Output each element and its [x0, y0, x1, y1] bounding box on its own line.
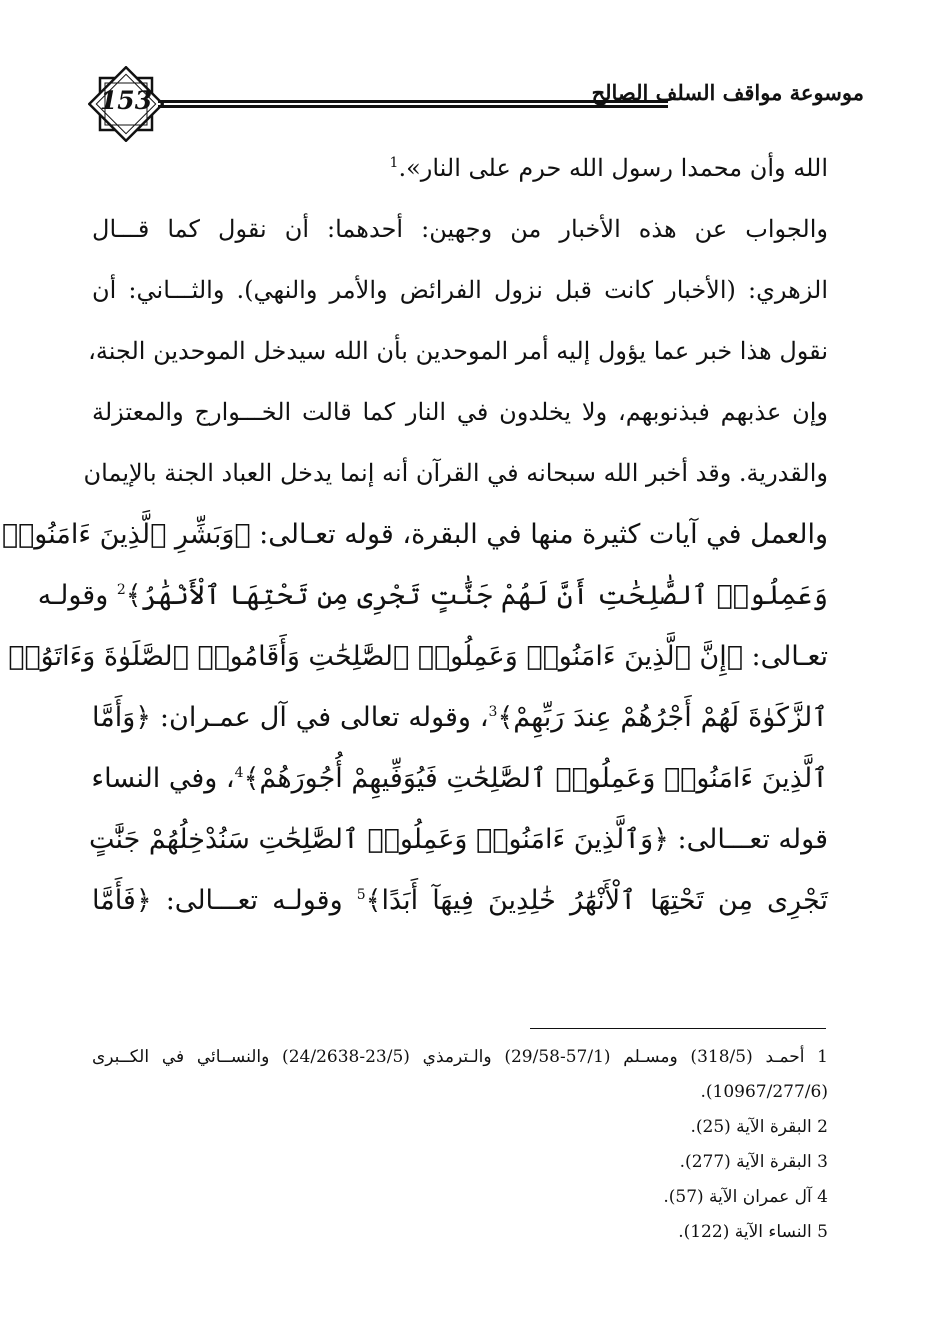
- body-line: [92, 260, 828, 321]
- body-line-text: وإن عذبهم فبذنوبهم، ولا يخلدون في النار كما قالت الخـــوارج والمعتزلة: [92, 398, 828, 426]
- page-header: [88, 66, 864, 142]
- body-line-text: قوله تعـــالى: ﴿وَٱلَّذِينَ ءَامَنُوا۟ وَعَمِلُوا۟ ٱلصَّٰلِحَٰتِ سَنُدْخِلُهُمْ جَنَّٰتٍ: [89, 824, 828, 855]
- body-line-tail: وقولـه تعـــالى: ﴿فَأَمَّا: [92, 885, 357, 916]
- footnote-reference[interactable]: 1: [389, 155, 399, 171]
- body-line: [92, 199, 828, 260]
- body-line-text: نقول هذا خبر عما يؤول إليه أمر الموحدين بأن الله سيدخل الموحدين الجنة،: [88, 337, 828, 365]
- footnote-reference[interactable]: 3: [488, 704, 498, 720]
- body-line: [92, 138, 828, 199]
- body-line-text: ٱلزَّكَوٰةَ لَهُمْ أَجْرُهُمْ عِندَ رَبِّهِمْ﴾: [497, 702, 828, 733]
- body-line-text: والقدرية. وقد أخبر الله سبحانه في القرآن أنه إنما يدخل العباد الجنة بالإيمان: [83, 459, 828, 487]
- body-line: [8, 626, 828, 687]
- page-number-badge: [88, 66, 164, 142]
- footnote-reference[interactable]: 2: [116, 582, 126, 598]
- body-line-tail: ، وقوله تعالى في آل عمـران: ﴿وَأَمَّا: [92, 702, 489, 733]
- body-line-text: تَجْرِى مِن تَحْتِهَا ٱلْأَنْهَٰرُ خَٰلِدِينَ فِيهَآ أَبَدًا﴾: [365, 885, 828, 916]
- body-line: [92, 748, 828, 809]
- body-line: [83, 443, 828, 504]
- footnote: 1 أحمـد (318/5) ومسـلم (57/1-29/58) والـترمذي (23/5-24/2638) والنســائي في الكــبرى: [92, 1047, 828, 1067]
- body-line: [92, 687, 828, 748]
- body-line-text: الله وأن محمدا رسول الله حرم على النار».: [398, 154, 828, 182]
- footnote: 2 البقرة الآية (25).: [690, 1117, 828, 1137]
- body-line-text: ٱلَّذِينَ ءَامَنُوا۟ وَعَمِلُوا۟ ٱلصَّٰلِحَٰتِ فَيُوَفِّيهِمْ أُجُورَهُمْ﴾: [243, 763, 828, 794]
- body-line: [89, 809, 828, 870]
- footnote: (10967/277/6).: [700, 1082, 828, 1102]
- footnote-reference[interactable]: 4: [234, 765, 244, 781]
- footnote: 3 البقرة الآية (277).: [679, 1152, 828, 1172]
- page-number: 153: [99, 86, 153, 115]
- body-text: [1, 138, 828, 931]
- running-title: موسوعة مواقف السلف الصالح: [591, 80, 864, 105]
- footnote-separator: [530, 1028, 826, 1029]
- footnote: 5 النساء الآية (122).: [678, 1222, 828, 1242]
- body-line-tail: ، وفي النساء: [91, 763, 235, 794]
- body-line: [92, 870, 828, 931]
- body-line: [88, 321, 828, 382]
- footnotes: [92, 1040, 828, 1250]
- body-line-text: والجواب عن هذه الأخبار من وجهين: أحدهما: أن نقول كما قـــال: [92, 215, 828, 243]
- body-line: [37, 565, 828, 626]
- body-line: [92, 382, 828, 443]
- body-line-text: وَعَمِلُوا۟ ٱلصَّٰلِحَٰتِ أَنَّ لَهُمْ جَنَّٰتٍ تَجْرِى مِن تَحْتِهَا ٱلْأَنْهَٰرُ﴾: [125, 580, 828, 611]
- body-line-text: الزهري: (الأخبار كانت قبل نزول الفرائض والأمر والنهي). والثـــاني: أن: [92, 276, 828, 304]
- body-line-text: تعـالى: ﴿إِنَّ ٱلَّذِينَ ءَامَنُوا۟ وَعَمِلُوا۟ ٱلصَّٰلِحَٰتِ وَأَقَامُوا۟ ٱلصَّلَوٰةَ وَءَاتَوُا۟: [8, 641, 828, 672]
- body-line-tail: وقولـه: [37, 580, 117, 611]
- footnote-reference[interactable]: 5: [356, 887, 366, 903]
- body-line: [1, 504, 828, 565]
- footnote: 4 آل عمران الآية (57).: [663, 1187, 828, 1207]
- body-line-text: والعمل في آيات كثيرة منها في البقرة، قوله تعـالى: ﴿وَبَشِّرِ ٱلَّذِينَ ءَامَنُوا۟: [1, 519, 828, 550]
